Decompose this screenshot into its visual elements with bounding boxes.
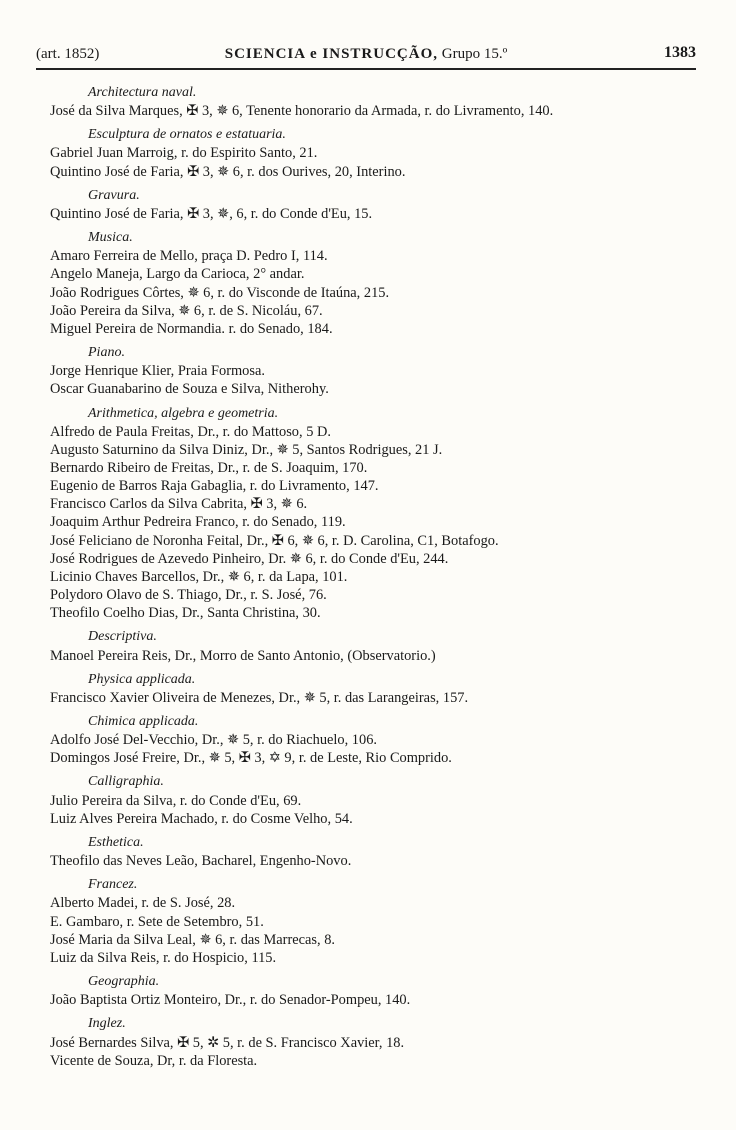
section-heading: Francez. bbox=[88, 877, 138, 893]
directory-entry: Theofilo das Neves Leão, Bacharel, Engenho-Novo. bbox=[50, 853, 352, 870]
directory-entry: Joaquim Arthur Pedreira Franco, r. do Senado, 119. bbox=[50, 514, 346, 531]
section-heading: Physica applicada. bbox=[88, 671, 196, 687]
directory-entry: Polydoro Olavo de S. Thiago, Dr., r. S. José, 76. bbox=[50, 587, 327, 604]
header-title-bold: SCIENCIA e INSTRUCÇÃO, bbox=[224, 46, 439, 62]
directory-entry: Bernardo Ribeiro de Freitas, Dr., r. de S. Joaquim, 170. bbox=[50, 459, 368, 476]
directory-entry: Amaro Ferreira de Mello, praça D. Pedro I, 114. bbox=[50, 248, 328, 265]
directory-entry: José Rodrigues de Azevedo Pinheiro, Dr. ✵ 6, r. do Conde d'Eu, 244. bbox=[50, 550, 449, 567]
directory-entry: José Bernardes Silva, ✠ 5, ✲ 5, r. de S. Francisco Xavier, 18. bbox=[50, 1034, 405, 1051]
directory-entry: Eugenio de Barros Raja Gabaglia, r. do Livramento, 147. bbox=[50, 478, 379, 495]
directory-entry: Gabriel Juan Marroig, r. do Espirito Santo, 21. bbox=[50, 145, 318, 162]
section-heading: Gravura. bbox=[88, 187, 140, 203]
directory-entry: Adolfo José Del-Vecchio, Dr., ✵ 5, r. do Riachuelo, 106. bbox=[50, 732, 377, 749]
section-heading: Architectura naval. bbox=[88, 85, 197, 100]
directory-entry: José Feliciano de Noronha Feital, Dr., ✠ 6, ✵ 6, r. D. Carolina, C1, Botafogo. bbox=[50, 532, 499, 549]
section-heading: Chimica applicada. bbox=[88, 714, 199, 729]
directory-entry: Francisco Xavier Oliveira de Menezes, Dr., ✵ 5, r. das Larangeiras, 157. bbox=[50, 689, 469, 706]
directory-entry: Francisco Carlos da Silva Cabrita, ✠ 3, ✵ 6. bbox=[50, 496, 308, 513]
directory-entry: Augusto Saturnino da Silva Diniz, Dr., ✵ 5, Santos Rodrigues, 21 J. bbox=[50, 441, 443, 458]
directory-entry: Quintino José de Faria, ✠ 3, ✵ 6, r. dos Ourives, 20, Interino. bbox=[50, 163, 406, 180]
directory-entry: Miguel Pereira de Normandia. r. do Senado, 184. bbox=[50, 320, 333, 337]
section-heading: Musica. bbox=[88, 230, 133, 246]
directory-entry: E. Gambaro, r. Sete de Setembro, 51. bbox=[50, 913, 264, 930]
section-heading: Esculptura de ornatos e estatuaria. bbox=[88, 127, 286, 143]
directory-entry: Manoel Pereira Reis, Dr., Morro de Santo Antonio, (Observatorio.) bbox=[50, 647, 436, 664]
section-heading: Descriptiva. bbox=[88, 629, 157, 645]
directory-entry: Licinio Chaves Barcellos, Dr., ✵ 6, r. da Lapa, 101. bbox=[50, 568, 348, 585]
directory-entry: Alberto Madei, r. de S. José, 28. bbox=[50, 895, 236, 912]
directory-entry: João Pereira da Silva, ✵ 6, r. de S. Nicoláu, 67. bbox=[50, 302, 323, 319]
section-heading: Geographia. bbox=[88, 974, 160, 990]
section-heading: Piano. bbox=[88, 345, 125, 361]
directory-entry: Alfredo de Paula Freitas, Dr., r. do Mattoso, 5 D. bbox=[50, 423, 331, 440]
directory-entry: Oscar Guanabarino de Souza e Silva, Nitherohy. bbox=[50, 381, 329, 398]
directory-entry: Quintino José de Faria, ✠ 3, ✵, 6, r. do Conde d'Eu, 15. bbox=[50, 205, 373, 222]
directory-listing bbox=[50, 84, 730, 1070]
section-heading: Inglez. bbox=[88, 1016, 126, 1032]
directory-entry: João Baptista Ortiz Monteiro, Dr., r. do Senador-Pompeu, 140. bbox=[50, 992, 411, 1009]
directory-entry: José Maria da Silva Leal, ✵ 6, r. das Marrecas, 8. bbox=[50, 931, 335, 948]
page-number: 1383 bbox=[664, 44, 696, 61]
directory-entry: Domingos José Freire, Dr., ✵ 5, ✠ 3, ✡ 9, r. de Leste, Rio Comprido. bbox=[50, 750, 452, 767]
running-header bbox=[36, 44, 696, 70]
directory-entry: Luiz da Silva Reis, r. do Hospicio, 115. bbox=[50, 949, 277, 966]
directory-entry: Luiz Alves Pereira Machado, r. do Cosme Velho, 54. bbox=[50, 810, 353, 827]
header-title-group: Grupo 15.º bbox=[441, 46, 508, 62]
section-heading: Arithmetica, algebra e geometria. bbox=[88, 405, 279, 421]
directory-entry: Vicente de Souza, Dr, r. da Floresta. bbox=[50, 1052, 258, 1069]
article-ref: (art. 1852) bbox=[36, 46, 100, 62]
directory-entry: Jorge Henrique Klier, Praia Formosa. bbox=[50, 363, 265, 380]
directory-entry: João Rodrigues Côrtes, ✵ 6, r. do Visconde de Itaúna, 215. bbox=[50, 284, 390, 301]
header-title bbox=[36, 46, 696, 63]
directory-entry: Julio Pereira da Silva, r. do Conde d'Eu, 69. bbox=[50, 792, 302, 809]
directory-entry: Angelo Maneja, Largo da Carioca, 2° andar. bbox=[50, 266, 305, 283]
directory-entry: José da Silva Marques, ✠ 3, ✵ 6, Tenente honorario da Armada, r. do Livramento, 140. bbox=[50, 103, 554, 120]
section-heading: Calligraphia. bbox=[88, 774, 164, 790]
section-heading: Esthetica. bbox=[88, 834, 144, 850]
directory-entry: Theofilo Coelho Dias, Dr., Santa Christina, 30. bbox=[50, 605, 321, 622]
